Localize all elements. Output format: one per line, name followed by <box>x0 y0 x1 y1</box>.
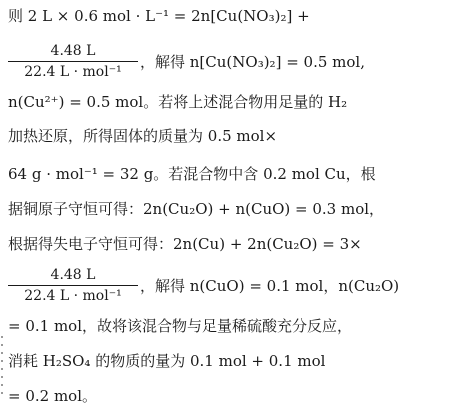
text-line-1: 则 2 L × 0.6 mol · L⁻¹ = 2n[Cu(NO₃)₂] + <box>8 7 310 25</box>
fraction-2-denominator: 22.4 L · mol⁻¹ <box>24 288 122 304</box>
fraction-1-numerator: 4.48 L <box>50 43 96 59</box>
fraction-1 <box>8 42 138 81</box>
fraction-1-denominator: 22.4 L · mol⁻¹ <box>24 64 122 80</box>
fraction-2-numerator: 4.48 L <box>50 267 96 283</box>
fraction-2-bar <box>8 285 138 286</box>
fraction-1-bar <box>8 61 138 62</box>
text-line-2: ，解得 n[Cu(NO₃)₂] = 0.5 mol, <box>140 53 365 71</box>
text-line-9: = 0.1 mol，故将该混合物与足量稀硫酸充分反应， <box>8 317 353 335</box>
text-line-5: 64 g · mol⁻¹ = 32 g。若混合物中含 0.2 mol Cu，根 <box>8 165 376 183</box>
fraction-2 <box>8 266 138 305</box>
text-line-11: = 0.2 mol。 <box>8 387 98 405</box>
text-line-8: ，解得 n(CuO) = 0.1 mol，n(Cu₂O) <box>140 277 400 295</box>
text-line-4: 加热还原，所得固体的质量为 0.5 mol× <box>8 127 278 145</box>
scan-edge-marks <box>0 330 4 410</box>
text-line-6: 据铜原子守恒可得：2n(Cu₂O) + n(CuO) = 0.3 mol， <box>8 200 385 218</box>
text-line-3: n(Cu²⁺) = 0.5 mol。若将上述混合物用足量的 H₂ <box>8 93 348 111</box>
text-line-10: 消耗 H₂SO₄ 的物质的量为 0.1 mol + 0.1 mol <box>8 352 326 370</box>
text-line-7: 根据得失电子守恒可得：2n(Cu) + 2n(Cu₂O) = 3× <box>8 235 362 253</box>
